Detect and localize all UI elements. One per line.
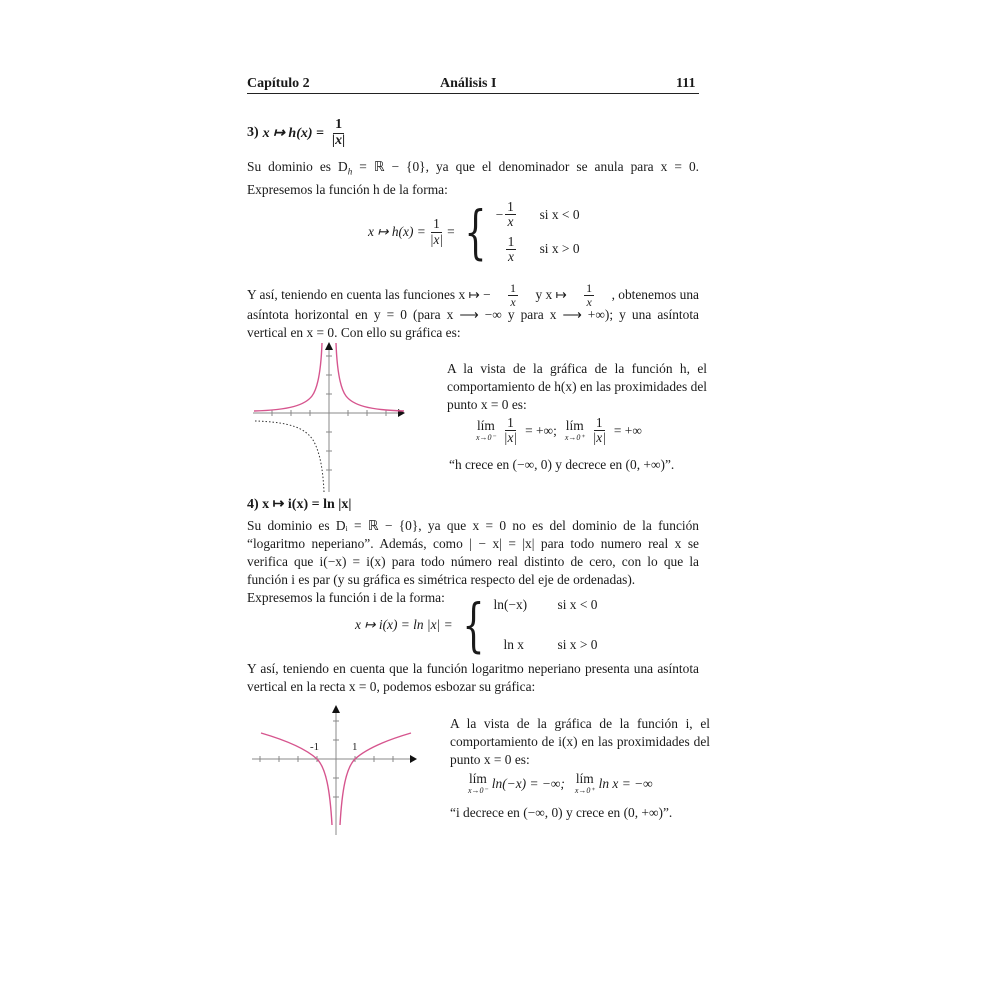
limits-h: lím x→0⁻ $\frac{1}{|x|}$ = +∞; lím x→0⁺ $\frac{1}{|x|}$ = +∞ <box>476 415 642 446</box>
section-3-conclusion: “h crece en (−∞, 0) y decrece en (0, +∞)”. <box>449 457 675 472</box>
section-4-side-text: A la vista de la gráfica de la función i, el comportamiento de i(x) en las proximidades del punto x = 0 es: <box>450 716 710 767</box>
book-title: Análisis I <box>440 76 497 91</box>
header-rule <box>247 93 699 94</box>
limits-i: lím x→0⁻ ln(−x) = −∞; lím x→0⁺ ln x = −∞ <box>468 771 653 796</box>
cases-i <box>494 597 598 653</box>
section-4-domain-paragraph: Su dominio es Dᵢ = ℝ − {0}, ya que x = 0 no es del dominio de la función “logaritmo neperiano”. Además, como | − x| = |x| para todo numero real x se verifica que i(−x) = i(x) para todo número real distinto de cero, con lo que la función i es par (y su gráfica es simétrica respecto del eje de ordenadas). Expresemos la función i de la forma: <box>247 518 699 605</box>
y-axis-arrow-icon <box>332 705 340 713</box>
page-number: 111 <box>676 76 696 91</box>
y-axis-arrow-icon <box>325 342 333 350</box>
tick-label-neg1: -1 <box>310 741 320 753</box>
case-row: $\frac{1}{x}$ si x > 0 <box>507 233 580 264</box>
left-brace: { <box>464 198 487 266</box>
chapter-label: Capítulo 2 <box>247 76 310 91</box>
section-3-domain-paragraph: Su dominio es $D_h$ = ℝ − {0}, ya que el denominador se anula para x = 0. Expresemos la función h de la forma: <box>247 159 699 197</box>
piecewise-equation-h: x ↦ h(x) = $\frac{1}{|x|}$ = { − $\frac{1}{x}$ si x < 0 $\frac{1}{x}$ si x > 0 <box>368 198 580 266</box>
piecewise-equation-i: x ↦ i(x) = ln |x| = { ln(−x) si x < 0 ln x si x > 0 <box>355 591 598 659</box>
case-row: − $\frac{1}{x}$ si x < 0 <box>495 199 580 230</box>
cases-h <box>496 200 580 264</box>
curve-left-branch <box>254 343 322 411</box>
dotted-reference-curve <box>255 421 324 492</box>
section-4-title: 4) x ↦ i(x) = ln |x| <box>247 497 352 512</box>
curve-right-branch <box>340 733 411 825</box>
curve-left-branch <box>261 733 332 825</box>
tick-label-pos1: 1 <box>352 741 358 753</box>
section-3-title: 3) x ↦ h(x) = $\frac{1}{|x|}$ <box>247 117 346 148</box>
section-3-asymptote-paragraph: Y así, teniendo en cuenta las funciones x ↦ − $\frac{1}{x}$ y x ↦ $\frac{1}{x}$ , obtenemos una asíntota horizontal en y = 0 (para x ⟶ −∞ y para x ⟶ +∞); y una asíntota vertical en x = 0. Con ello su gráfica es: <box>247 280 699 340</box>
section-4-asymptote-paragraph: Y así, teniendo en cuenta que la función logaritmo neperiano presenta una asíntota vertical en la recta x = 0, podemos esbozar su gráfica: <box>247 661 699 694</box>
section-3-side-text: A la vista de la gráfica de la función h, el comportamiento de h(x) en las proximidades del punto x = 0 es: <box>447 361 707 412</box>
left-brace: { <box>462 591 485 659</box>
curve-right-branch <box>336 343 404 411</box>
title-fraction: $\frac{1}{|x|}$ <box>332 117 346 148</box>
case-row: ln x si x > 0 <box>503 637 598 652</box>
graph-i-ln-abs <box>245 695 425 840</box>
case-row: ln(−x) si x < 0 <box>493 597 598 612</box>
section-4-conclusion: “i decrece en (−∞, 0) y crece en (0, +∞)”. <box>450 805 673 820</box>
graph-h-reciprocal-abs <box>245 335 420 495</box>
x-axis-arrow-icon <box>410 755 417 763</box>
